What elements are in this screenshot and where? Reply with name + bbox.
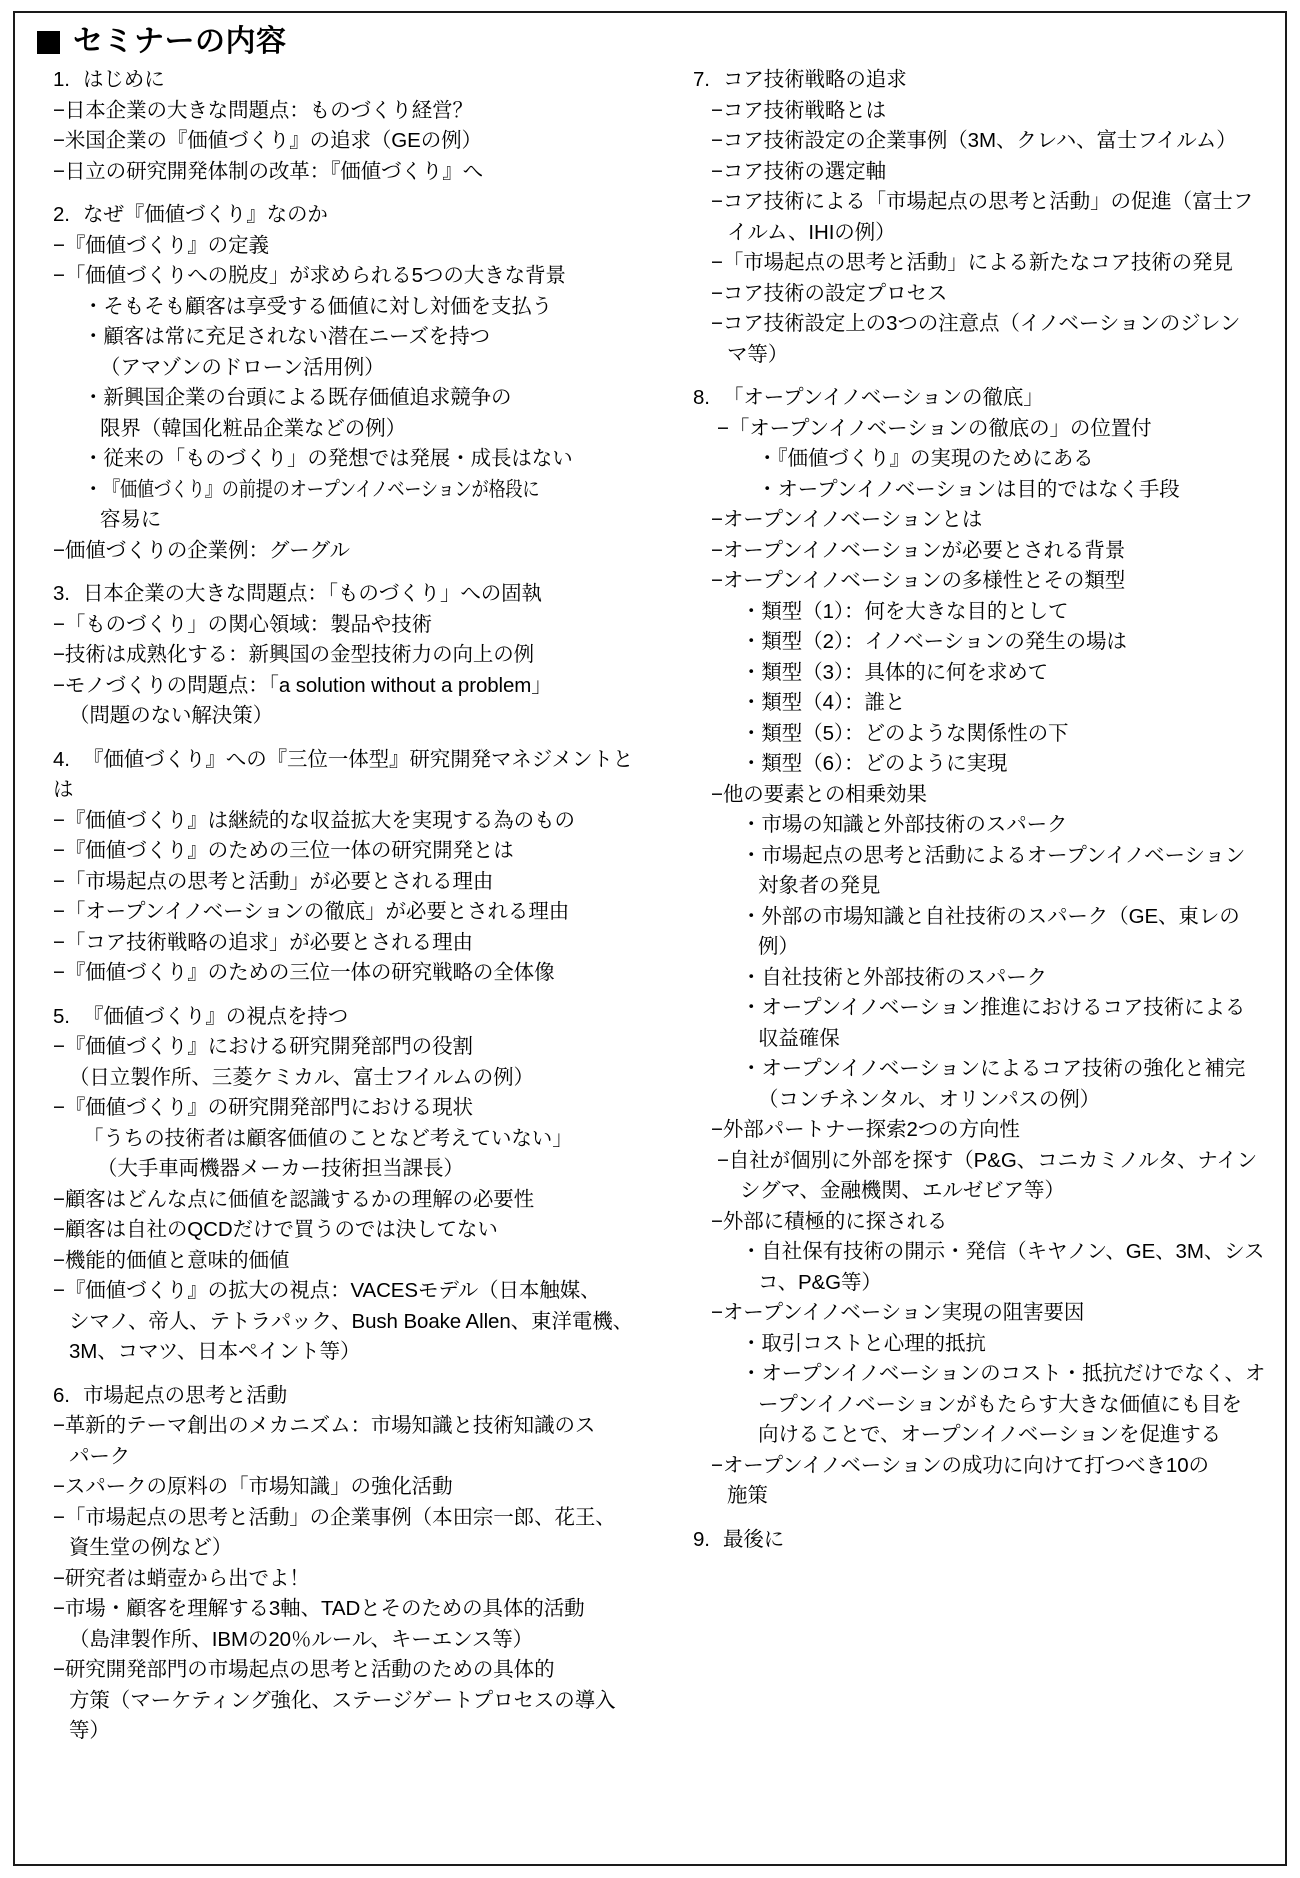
outline-text: 「オープンイノベーションの徹底」が必要とされる理由 — [64, 900, 570, 923]
outline-text: コア技術の選定軸 — [722, 159, 887, 183]
bullet-marker: − — [53, 1414, 65, 1437]
outline-text-continuation: （大手車両機器メーカー技術担当課長） — [97, 1157, 464, 1180]
outline-section-heading — [39, 579, 651, 610]
outline-dash-item — [39, 671, 651, 732]
bullet-marker: − — [711, 281, 723, 305]
bullet-marker: − — [711, 159, 723, 183]
bullet-marker: ・ — [741, 904, 762, 928]
outline-dot-item — [39, 383, 651, 444]
outline-text: 『価値づくり』の拡大の視点：VACESモデル（日本触媒、 — [64, 1279, 601, 1302]
outline-dash-item — [39, 1185, 651, 1216]
outline-dash-item — [39, 928, 651, 959]
outline-text: 『価値づくり』の実現のためにある — [777, 447, 1094, 470]
bullet-marker: ・ — [741, 660, 762, 684]
outline-dash-item — [39, 231, 651, 262]
outline-dash-item — [671, 279, 1281, 310]
outline-section-heading — [39, 1381, 651, 1412]
bullet-marker: − — [53, 808, 65, 832]
bullet-marker: − — [53, 1566, 65, 1590]
bullet-marker: − — [53, 233, 65, 257]
bullet-marker: ・ — [757, 447, 778, 470]
outline-text: 市場・顧客を理解する3軸、TADとそのための具体的活動 — [64, 1597, 585, 1620]
outline-dot-item — [671, 902, 1281, 963]
bullet-marker: − — [53, 900, 65, 923]
outline-dash-item — [671, 536, 1281, 567]
bullet-marker: − — [53, 538, 65, 562]
bullet-marker: − — [711, 1118, 723, 1141]
outline-dot-item — [671, 719, 1281, 750]
outline-text: 米国企業の『価値づくり』の追求（GEの例） — [64, 129, 482, 152]
bullet-marker: − — [53, 930, 65, 954]
outline-text: 外部に積極的に探される — [722, 1209, 948, 1233]
bullet-marker: − — [53, 1505, 65, 1529]
outline-text: 技術は成熟化する：新興国の金型技術力の向上の例 — [64, 643, 535, 666]
outline-dash-item — [671, 780, 1281, 811]
outline-text: コア技術戦略とは — [722, 98, 887, 122]
outline-dash-item — [671, 414, 1281, 445]
outline-dot-item — [671, 627, 1281, 658]
outline-text-continuation: パーク — [69, 1444, 131, 1468]
outline-dot-item — [671, 993, 1281, 1054]
outline-dash-item — [39, 1276, 651, 1368]
bullet-marker: ・ — [741, 1362, 762, 1385]
outline-dash-item — [671, 157, 1281, 188]
outline-text: 「ものづくり」の関心領域：製品や技術 — [64, 612, 433, 636]
outline-text-continuation: イルム、IHIの例） — [727, 220, 896, 244]
bullet-marker: − — [711, 508, 723, 531]
outline-text: 『価値づくり』の定義 — [64, 233, 269, 257]
outline-text: オープンイノベーションが必要とされる背景 — [722, 538, 1126, 562]
outline-text-continuation: 限界（韓国化粧品企業などの例） — [100, 416, 406, 440]
section-number: 1. — [53, 68, 70, 91]
outline-dash-item — [39, 806, 651, 837]
bullet-marker: ・ — [741, 721, 762, 745]
outline-text: 顧客はどんな点に価値を認識するかの理解の必要性 — [64, 1187, 535, 1211]
outline-dot-item — [671, 963, 1281, 994]
outline-dash-item — [39, 867, 651, 898]
outline-text: 研究者は蛸壺から出でよ！ — [64, 1566, 310, 1590]
outline-text: 「コア技術戦略の追求」が必要とされる理由 — [64, 930, 473, 954]
outline-text: 市場の知識と外部技術のスパーク — [761, 813, 1068, 836]
bullet-marker: − — [53, 1475, 65, 1498]
outline-dash-item — [39, 536, 651, 567]
bullet-marker: ・ — [741, 630, 762, 653]
outline-text: 最後に — [723, 1527, 785, 1551]
outline-text: コア技術による「市場起点の思考と活動」の促進（富士フ — [722, 190, 1254, 213]
right-column — [655, 65, 1285, 1555]
outline-text: 『価値づくり』は継続的な収益拡大を実現する為のもの — [64, 808, 575, 832]
bullet-marker: ・ — [83, 325, 104, 348]
outline-text-continuation: （アマゾンのドローン活用例） — [100, 355, 385, 379]
left-column — [15, 65, 655, 1747]
outline-text: 類型（5）：どのような関係性の下 — [761, 721, 1069, 745]
outline-dash-item — [39, 1246, 651, 1277]
bullet-marker: − — [711, 1209, 723, 1233]
outline-dash-item — [671, 96, 1281, 127]
section-number: 9. — [693, 1527, 710, 1551]
outline-text: コア技術設定の企業事例（3M、クレハ、富士フイルム） — [722, 129, 1237, 152]
outline-text: 他の要素との相乗効果 — [722, 782, 927, 806]
outline-text: 類型（2）：イノベーションの発生の場は — [761, 630, 1127, 653]
outline-dash-item — [39, 261, 651, 292]
outline-text: オープンイノベーションによるコア技術の強化と補完 — [761, 1057, 1246, 1080]
outline-text-continuation: シグマ、金融機関、エルゼビア等） — [740, 1179, 1065, 1202]
outline-text-continuation: （問題のない解決策） — [69, 704, 273, 727]
outline-dash-item — [671, 1146, 1281, 1207]
bullet-marker: − — [53, 869, 65, 893]
outline-dot-item — [671, 841, 1281, 902]
bullet-marker: ・ — [741, 599, 762, 623]
outline-text: 研究開発部門の市場起点の思考と活動のための具体的 — [64, 1658, 555, 1681]
outline-text: 外部パートナー探索2つの方向性 — [722, 1118, 1020, 1141]
outline-text-continuation: 資生堂の例など） — [69, 1536, 233, 1559]
outline-text: 『価値づくり』の研究開発部門における現状 — [64, 1096, 473, 1119]
outline-text-continuation: 方策（マーケティング強化、ステージゲートプロセスの導入 — [69, 1688, 616, 1712]
outline-text-continuation: 等） — [69, 1719, 110, 1742]
bullet-marker: − — [53, 1597, 65, 1620]
outline-dot-item — [39, 292, 651, 323]
bullet-marker: ・ — [741, 813, 762, 836]
bullet-marker: − — [711, 129, 723, 152]
outline-dash-item — [671, 505, 1281, 536]
bullet-marker: − — [53, 129, 65, 152]
outline-dot-item — [39, 475, 651, 536]
outline-dash-item — [671, 309, 1281, 370]
outline-text: 新興国企業の台頭による既存価値追求競争の — [103, 386, 512, 409]
outline-text: モノづくりの問題点：「a solution without a problem」 — [64, 673, 552, 697]
outline-dash-item — [39, 1655, 651, 1747]
outline-section-heading — [39, 1002, 651, 1033]
outline-dash-item — [671, 1451, 1281, 1512]
outline-text: オープンイノベーションの成功に向けて打つべき10の — [722, 1453, 1209, 1477]
outline-text: オープンイノベーションとは — [722, 508, 983, 531]
outline-text: 『価値づくり』の前提のオープンイノベーションが格段に — [103, 477, 540, 501]
outline-dot-item — [671, 749, 1281, 780]
bullet-marker: − — [711, 98, 723, 122]
outline-dot-item — [39, 444, 651, 475]
outline-dash-item — [671, 187, 1281, 248]
outline-dash-item — [39, 96, 651, 127]
outline-text: 「オープンイノベーションの徹底の」の位置付 — [728, 416, 1152, 440]
outline-columns — [15, 65, 1285, 1855]
bullet-marker: − — [53, 1187, 65, 1211]
outline-text: 日本企業の大きな問題点：「ものづくり」への固執 — [83, 582, 542, 605]
section-number: 8. — [693, 386, 710, 409]
bullet-marker: ・ — [83, 294, 104, 318]
bullet-marker: − — [711, 538, 723, 562]
outline-text: 「うちの技術者は顧客価値のことなど考えていない」 — [83, 1126, 573, 1150]
outline-text: 価値づくりの企業例：グーグル — [64, 538, 350, 562]
bullet-marker: − — [53, 839, 65, 862]
outline-text: コア技術設定上の3つの注意点（イノベーションのジレン — [722, 312, 1241, 335]
outline-text: 類型（6）：どのように実現 — [761, 752, 1008, 775]
bullet-marker: − — [53, 1096, 65, 1119]
outline-dot-item — [671, 688, 1281, 719]
bullet-marker: − — [53, 98, 65, 122]
bullet-marker: ・ — [741, 965, 762, 989]
outline-dot-item — [671, 1329, 1281, 1360]
page-title: セミナーの内容 — [73, 25, 287, 58]
outline-text-continuation: 施策 — [727, 1484, 768, 1507]
bullet-marker: − — [53, 1035, 65, 1058]
bullet-marker: − — [53, 643, 65, 666]
outline-dash-item — [671, 1115, 1281, 1146]
outline-text: 類型（1）：何を大きな目的として — [761, 599, 1069, 623]
outline-dot-item — [671, 597, 1281, 628]
outline-text: 日立の研究開発体制の改革：『価値づくり』へ — [64, 159, 484, 183]
outline-text: そもそも顧客は享受する価値に対し対価を支払う — [103, 294, 553, 318]
outline-text: コア技術戦略の追求 — [723, 68, 907, 91]
bullet-marker: − — [53, 1248, 65, 1272]
outline-text: はじめに — [83, 68, 165, 91]
outline-text-continuation: ープンイノベーションがもたらす大きな価値にも目を — [758, 1392, 1242, 1416]
outline-text-continuation: （コンチネンタル、オリンパスの例） — [758, 1087, 1101, 1111]
bullet-marker: − — [53, 1218, 65, 1241]
outline-text: 顧客は自社のQCDだけで買うのでは決してない — [64, 1218, 498, 1241]
outline-section-heading — [39, 745, 651, 806]
outline-text-continuation: コ、P&G等） — [758, 1270, 882, 1294]
outline-text: 取引コストと心理的抵抗 — [761, 1331, 986, 1355]
bullet-marker: − — [711, 1301, 723, 1324]
outline-dash-item — [671, 1298, 1281, 1329]
bullet-marker: ・ — [757, 477, 778, 501]
outline-text: オープンイノベーション実現の阻害要因 — [722, 1301, 1085, 1324]
outline-dash-item — [39, 836, 651, 867]
outline-dash-item — [39, 958, 651, 989]
bullet-marker: ・ — [741, 1057, 762, 1080]
bullet-marker: − — [53, 961, 65, 984]
bullet-marker: − — [53, 159, 65, 183]
section-number: 6. — [53, 1383, 70, 1407]
outline-text: オープンイノベーションの多様性とその類型 — [722, 569, 1126, 592]
outline-dash-item — [39, 1032, 651, 1093]
outline-text: 自社保有技術の開示・発信（キヤノン、GE、3M、シス — [761, 1240, 1265, 1263]
outline-text: 「価値づくりへの脱皮」が求められる5つの大きな背景 — [64, 264, 566, 287]
outline-dash-item — [39, 640, 651, 671]
outline-text: 『価値づくり』のための三位一体の研究戦略の全体像 — [64, 961, 555, 984]
outline-dash-item — [39, 1503, 651, 1564]
outline-text: 機能的価値と意味的価値 — [64, 1248, 290, 1272]
outline-section-heading — [39, 200, 651, 231]
outline-text: 類型（3）：具体的に何を求めて — [761, 660, 1049, 684]
outline-text-continuation: マ等） — [727, 342, 789, 366]
bullet-marker: − — [53, 264, 65, 287]
outline-text: 市場起点の思考と活動によるオープンイノベーション — [761, 843, 1246, 867]
outline-text: なぜ『価値づくり』なのか — [83, 203, 328, 226]
bullet-marker: − — [711, 312, 723, 335]
outline-dash-item — [39, 1215, 651, 1246]
bullet-marker: − — [711, 1453, 723, 1477]
bullet-marker: − — [711, 569, 723, 592]
outline-dot-item — [671, 1054, 1281, 1115]
outline-dash-item — [39, 1472, 651, 1503]
outline-text: 外部の市場知識と自社技術のスパーク（GE、東レの — [761, 904, 1240, 928]
outline-text-continuation: シマノ、帝人、テトラパック、Bush Boake Allen、東洋電機、 — [69, 1309, 634, 1333]
bullet-marker: ・ — [741, 1240, 762, 1263]
bullet-marker: ・ — [741, 1331, 762, 1355]
outline-dot-item — [671, 444, 1281, 475]
outline-text: 類型（4）：誰と — [761, 691, 906, 714]
outline-dash-item — [39, 1594, 651, 1655]
outline-dash-item — [671, 126, 1281, 157]
outline-dash-item — [39, 1411, 651, 1472]
outline-text: オープンイノベーション推進におけるコア技術による — [761, 996, 1246, 1019]
outline-text: 日本企業の大きな問題点：ものづくり経営？ — [64, 98, 473, 122]
bullet-marker: ・ — [741, 691, 762, 714]
outline-dash-item — [671, 248, 1281, 279]
bullet-marker: − — [53, 673, 65, 697]
outline-section-heading — [671, 65, 1281, 96]
outline-dot-item — [39, 322, 651, 383]
bullet-marker: ・ — [741, 752, 762, 775]
outline-dot-item — [671, 810, 1281, 841]
outline-dot-item — [671, 1237, 1281, 1298]
outline-text: 「市場起点の思考と活動」が必要とされる理由 — [64, 869, 494, 893]
outline-dash-item — [39, 1093, 651, 1124]
outline-text-continuation: （島津製作所、IBMの20％ルール、キーエンス等） — [69, 1627, 534, 1651]
outline-text: オープンイノベーションのコスト・抵抗だけでなく、オ — [761, 1362, 1266, 1385]
outline-text: 自社が個別に外部を探す（P&G、コニカミノルタ、ナイン — [728, 1148, 1258, 1172]
outline-dash-item — [39, 126, 651, 157]
filled-square-icon — [37, 31, 60, 54]
bullet-marker: − — [717, 416, 729, 440]
outline-text: 「市場起点の思考と活動」による新たなコア技術の発見 — [722, 251, 1233, 274]
bullet-marker: ・ — [741, 843, 762, 867]
outline-section-heading — [39, 65, 651, 96]
bullet-marker: − — [53, 1658, 65, 1681]
bullet-marker: ・ — [83, 447, 104, 470]
bullet-marker: ・ — [83, 477, 104, 501]
bullet-marker: ・ — [83, 386, 104, 409]
outline-text: 「市場起点の思考と活動」の企業事例（本田宗一郎、花王、 — [64, 1505, 616, 1529]
outline-dash-item — [671, 1207, 1281, 1238]
outline-text: 「オープンイノベーションの徹底」 — [723, 386, 1044, 409]
page-header — [37, 27, 287, 57]
outline-text-continuation: （日立製作所、三菱ケミカル、富士フイルムの例） — [69, 1065, 534, 1089]
outline-text-continuation: 容易に — [100, 508, 162, 531]
outline-text-continuation: 収益確保 — [758, 1026, 840, 1050]
outline-text: 顧客は常に充足されない潜在ニーズを持つ — [103, 325, 490, 348]
outline-section-heading — [671, 1525, 1281, 1556]
outline-text: 市場起点の思考と活動 — [83, 1383, 287, 1407]
outline-text-continuation: 3M、コマツ、日本ペイント等） — [69, 1340, 361, 1363]
outline-dot-item — [671, 1359, 1281, 1451]
section-number: 4. — [53, 747, 70, 771]
outline-text: スパークの原料の「市場知識」の強化活動 — [64, 1475, 453, 1498]
outline-text-continuation: 向けることで、オープンイノベーションを促進する — [758, 1423, 1222, 1446]
section-number: 2. — [53, 203, 70, 226]
bullet-marker: ・ — [741, 996, 762, 1019]
outline-text: コア技術の設定プロセス — [722, 281, 948, 305]
outline-text-continuation: 例） — [758, 935, 799, 958]
section-number: 5. — [53, 1004, 70, 1028]
outline-text: 『価値づくり』の視点を持つ — [83, 1004, 349, 1028]
outline-dash-item — [671, 566, 1281, 597]
bullet-marker: − — [53, 1279, 65, 1302]
content-frame — [13, 11, 1287, 1866]
bullet-marker: − — [711, 782, 723, 806]
outline-dot-item — [671, 658, 1281, 689]
bullet-marker: − — [711, 251, 723, 274]
bullet-marker: − — [717, 1148, 729, 1172]
section-number: 7. — [693, 68, 710, 91]
section-number: 3. — [53, 582, 70, 605]
outline-section-heading — [671, 383, 1281, 414]
outline-dash-item — [39, 1564, 651, 1595]
outline-dash-item — [39, 157, 651, 188]
outline-dash-item — [39, 610, 651, 641]
outline-text: 『価値づくり』への『三位一体型』研究開発マネジメントとは — [53, 747, 634, 801]
bullet-marker: − — [53, 612, 65, 636]
outline-text: 『価値づくり』における研究開発部門の役割 — [64, 1035, 473, 1058]
outline-text: 『価値づくり』のための三位一体の研究開発とは — [64, 839, 514, 862]
outline-text: 従来の「ものづくり」の発想では発展・成長はない — [103, 447, 573, 470]
outline-text: 自社技術と外部技術のスパーク — [761, 965, 1048, 989]
outline-dash-item — [39, 897, 651, 928]
outline-text: 革新的テーマ創出のメカニズム：市場知識と技術知識のス — [64, 1414, 596, 1437]
outline-text-continuation: 対象者の発見 — [758, 874, 881, 897]
outline-dot-item — [671, 475, 1281, 506]
outline-text: オープンイノベーションは目的ではなく手段 — [777, 477, 1180, 501]
outline-quote-item — [39, 1124, 651, 1185]
bullet-marker: − — [711, 190, 723, 213]
